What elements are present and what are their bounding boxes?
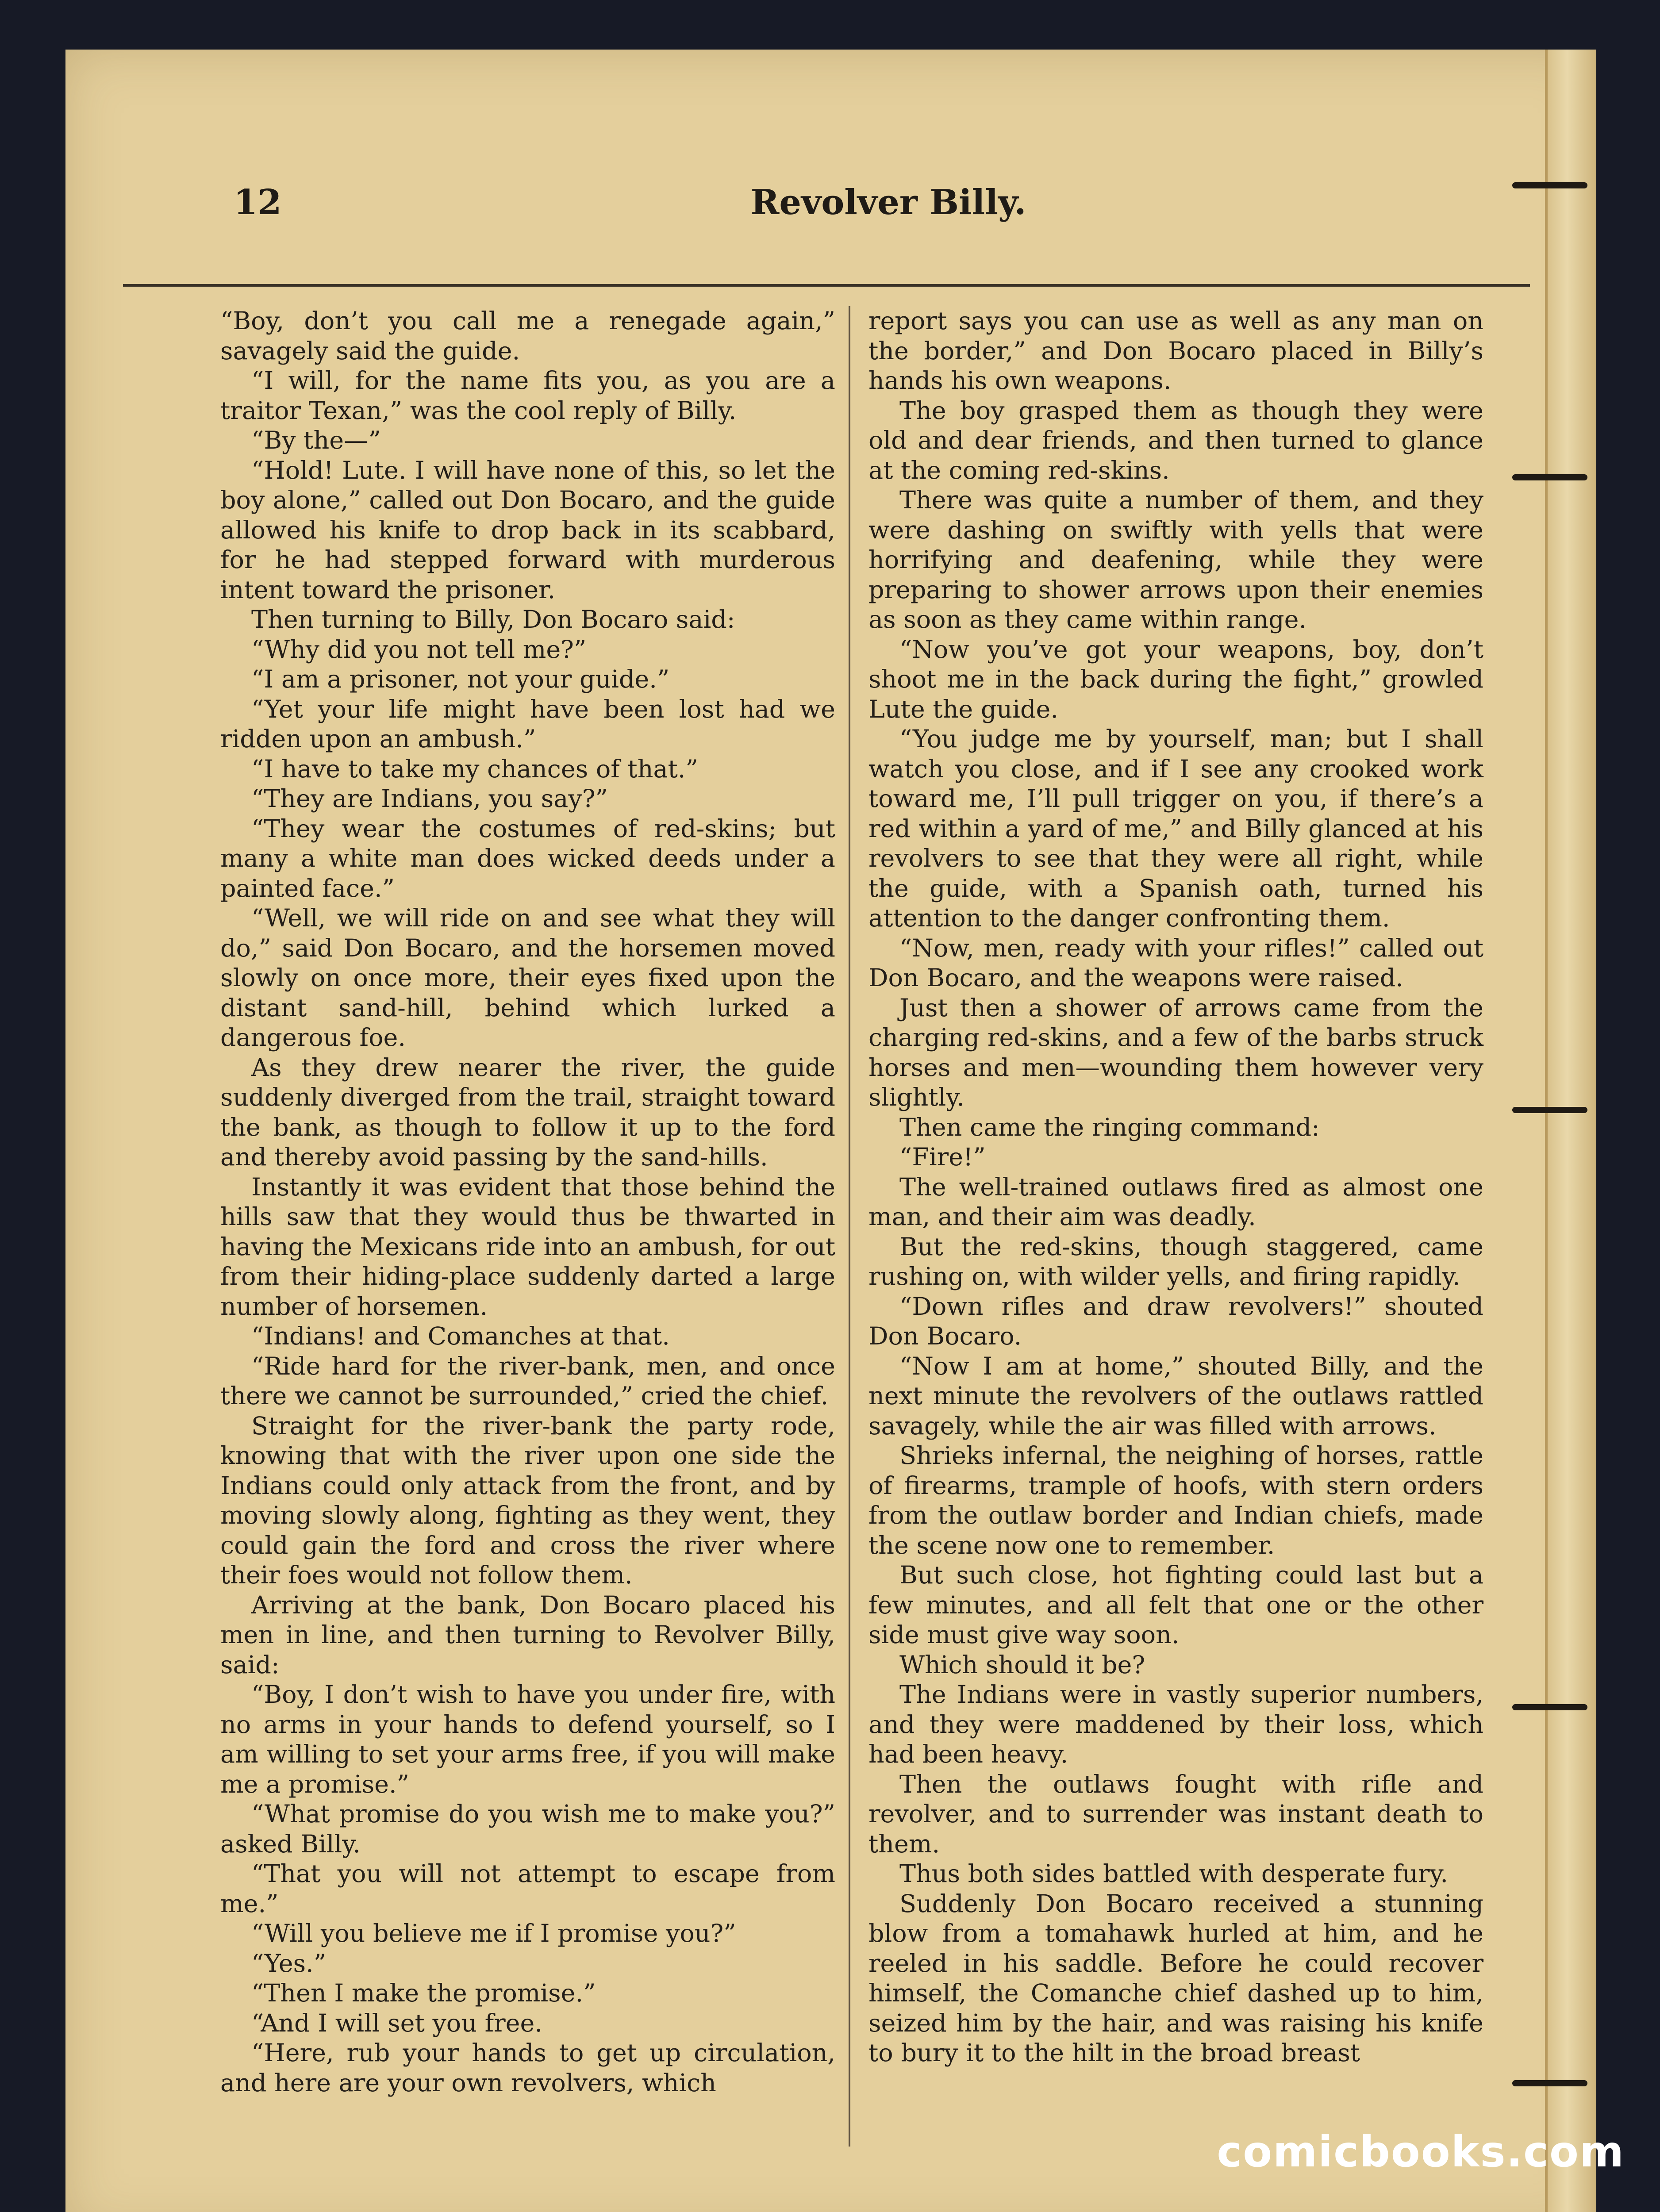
- paragraph: The Indians were in vastly superior numbers, and they were maddened by their loss, which had been heavy.: [868, 1680, 1483, 1769]
- paragraph: “They are Indians, you say?”: [251, 784, 608, 813]
- paragraph: “That you will not attempt to escape from me.”: [220, 1859, 835, 1918]
- left-column: [220, 306, 835, 2098]
- paragraph: Then turning to Billy, Don Bocaro said:: [251, 605, 735, 634]
- paragraph: “Hold! Lute. I will have none of this, so let the boy alone,” called out Don Bocaro, and the guide allowed his knife to drop back in its scabbard, for he had stepped forward with murderous intent toward the prisoner.: [220, 456, 835, 604]
- paragraph: “Why did you not tell me?”: [251, 635, 587, 664]
- paragraph: report says you can use as well as any man on the border,” and Don Bocaro placed in Billy’s hands his own weapons.: [868, 307, 1483, 395]
- paragraph: “They wear the costumes of red-skins; but many a white man does wicked deeds under a painted face.”: [220, 814, 835, 903]
- paragraph: “Ride hard for the river-bank, men, and once there we cannot be surrounded,” cried the chief.: [220, 1352, 835, 1410]
- paragraph: “Will you believe me if I promise you?”: [251, 1919, 736, 1948]
- right-column: [868, 306, 1483, 2068]
- paragraph: Shrieks infernal, the neighing of horses, rattle of firearms, trample of hoofs, with stern orders from the outlaw border and Indian chiefs, made the scene now one to remember.: [868, 1441, 1483, 1560]
- paragraph: “You judge me by yourself, man; but I shall watch you close, and if I see any crooked work toward me, I’ll pull trigger on you, if there’s a red within a yard of me,” and Billy glanced at his revolvers to see that they were all right, while the guide, with a Spanish oath, turned his attention to the danger confronting them.: [868, 725, 1483, 933]
- running-title: Revolver Billy.: [750, 182, 1026, 223]
- paragraph: “I have to take my chances of that.”: [251, 754, 698, 783]
- paragraph: “Fire!”: [899, 1143, 986, 1171]
- paragraph: “I am a prisoner, not your guide.”: [251, 665, 670, 694]
- paragraph: Suddenly Don Bocaro received a stunning blow from a tomahawk hurled at him, and he reeled in his saddle. Before he could recover himself, the Comanche chief dashed up to him, seized him by the hair, and was raising his knife to bury it to the hilt in the broad breast: [868, 1889, 1483, 2067]
- paragraph: Arriving at the bank, Don Bocaro placed his men in line, and then turning to Revolver Billy, said:: [220, 1590, 835, 1679]
- paragraph: “Down rifles and draw revolvers!” shouted Don Bocaro.: [868, 1292, 1483, 1351]
- paragraph: “By the—”: [251, 426, 381, 455]
- header-rule: [123, 284, 1530, 287]
- page-number: 12: [234, 182, 282, 223]
- book-page: [65, 50, 1596, 2212]
- paragraph: “What promise do you wish me to make you?” asked Billy.: [220, 1800, 835, 1859]
- binding-stitch: [1512, 474, 1587, 480]
- paragraph: Then the outlaws fought with rifle and revolver, and to surrender was instant death to them.: [868, 1770, 1483, 1859]
- paragraph: “Boy, I don’t wish to have you under fire, with no arms in your hands to defend yourself, so I am willing to set your arms free, if you will make me a promise.”: [220, 1680, 835, 1799]
- paragraph: But such close, hot fighting could last but a few minutes, and all felt that one or the other side must give way soon.: [868, 1561, 1483, 1649]
- binding-stitch: [1512, 1107, 1587, 1113]
- paragraph: But the red-skins, though staggered, came rushing on, with wilder yells, and firing rapidly.: [868, 1232, 1483, 1291]
- paragraph: “And I will set you free.: [251, 2008, 543, 2038]
- paragraph: “Now you’ve got your weapons, boy, don’t shoot me in the back during the fight,” growled Lute the guide.: [868, 635, 1483, 724]
- paragraph: “Then I make the promise.”: [251, 1979, 596, 2008]
- page-header: [234, 182, 1543, 235]
- binding-stitch: [1512, 2080, 1587, 2086]
- binding-stitch: [1512, 1704, 1587, 1710]
- paragraph: Which should it be?: [899, 1650, 1145, 1679]
- page-gutter-edge: [1545, 50, 1596, 2212]
- paragraph: There was quite a number of them, and they were dashing on swiftly with yells that were horrifying and deafening, while they were preparing to shower arrows upon their enemies as soon as they came within range.: [868, 486, 1483, 634]
- paragraph: “Yes.”: [251, 1949, 327, 1978]
- paragraph: “Indians! and Comanches at that.: [251, 1322, 670, 1351]
- paragraph: Then came the ringing command:: [899, 1113, 1320, 1142]
- paragraph: Thus both sides battled with desperate fury.: [899, 1859, 1448, 1888]
- paragraph: “I will, for the name fits you, as you are a traitor Texan,” was the cool reply of Billy.: [220, 366, 835, 425]
- paragraph: Instantly it was evident that those behind the hills saw that they would thus be thwarted in having the Mexicans ride into an ambush, for out from their hiding-place suddenly darted a large number of horsemen.: [220, 1172, 835, 1321]
- paragraph: “Well, we will ride on and see what they will do,” said Don Bocaro, and the horsemen moved slowly on once more, their eyes fixed upon the distant sand-hill, behind which lurked a dangerous foe.: [220, 904, 835, 1052]
- paragraph: “Now I am at home,” shouted Billy, and the next minute the revolvers of the outlaws rattled savagely, while the air was filled with arrows.: [868, 1352, 1483, 1440]
- paragraph: “Yet your life might have been lost had we ridden upon an ambush.”: [220, 695, 835, 753]
- paragraph: “Now, men, ready with your rifles!” called out Don Bocaro, and the weapons were raised.: [868, 933, 1483, 992]
- paragraph: The boy grasped them as though they were old and dear friends, and then turned to glance at the coming red-skins.: [868, 396, 1483, 485]
- column-rule: [849, 306, 850, 2147]
- watermark: comicbooks.com: [1217, 2127, 1625, 2177]
- paragraph: “Here, rub your hands to get up circulation, and here are your own revolvers, which: [220, 2039, 835, 2097]
- paragraph: “Boy, don’t you call me a renegade again,” savagely said the guide.: [220, 307, 835, 365]
- paragraph: Just then a shower of arrows came from the charging red-skins, and a few of the barbs struck horses and men—wounding them however very slightly.: [868, 993, 1483, 1112]
- paragraph: Straight for the river-bank the party rode, knowing that with the river upon one side the Indians could only attack from the front, and by moving slowly along, fighting as they went, they could gain the ford and cross the river where their foes would not follow them.: [220, 1411, 835, 1590]
- paragraph: As they drew nearer the river, the guide suddenly diverged from the trail, straight toward the bank, as though to follow it up to the ford and thereby avoid passing by the sand-hills.: [220, 1053, 835, 1171]
- paragraph: The well-trained outlaws fired as almost one man, and their aim was deadly.: [868, 1172, 1483, 1231]
